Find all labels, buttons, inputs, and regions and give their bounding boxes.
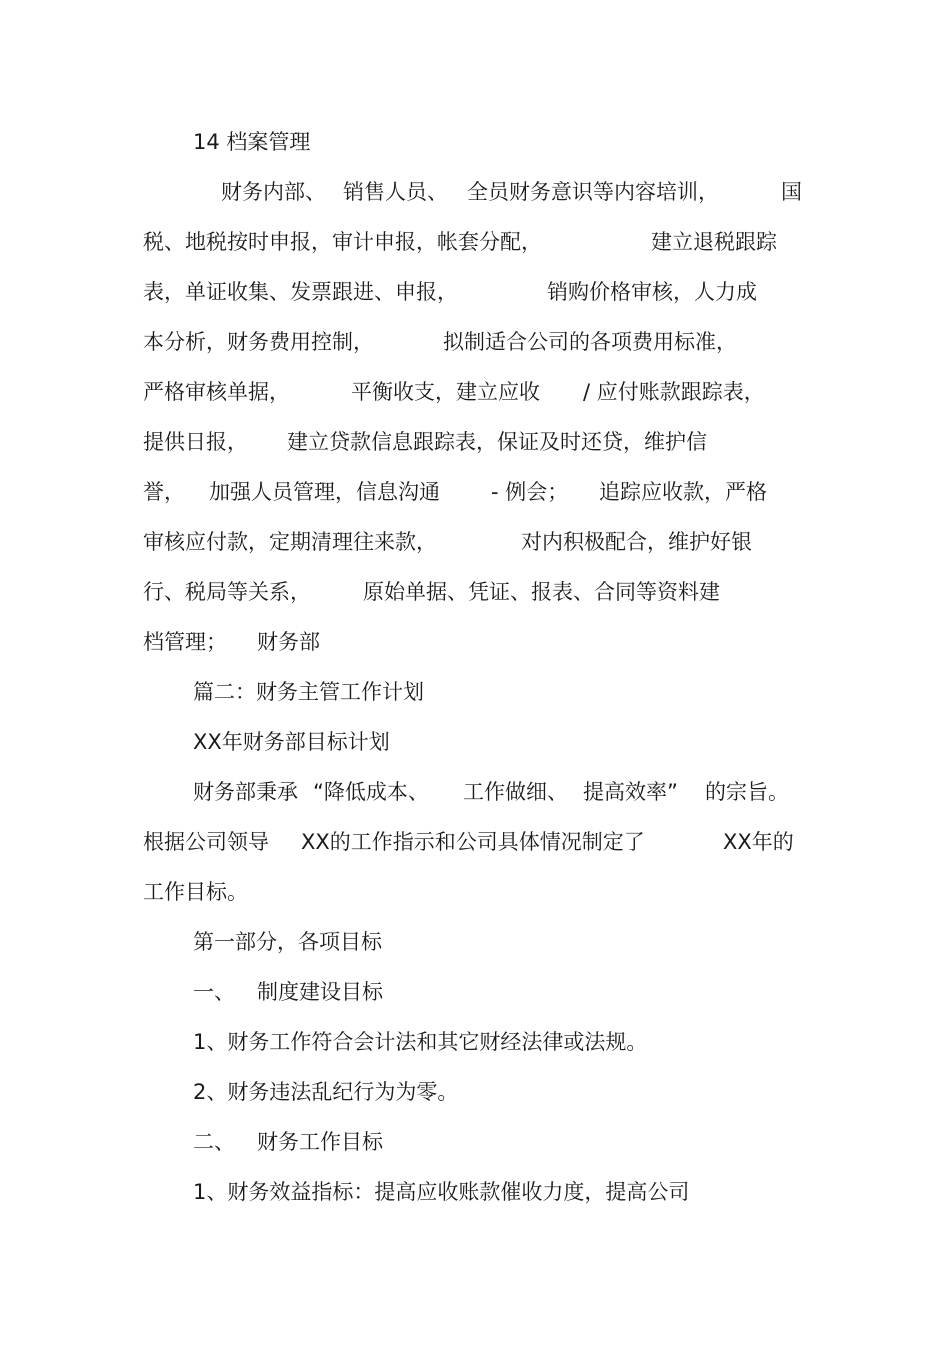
paragraph-1-line-2 bbox=[0, 227, 950, 257]
list-item: 1、财务效益指标：提高应收账款催收力度，提高公司 bbox=[193, 1180, 690, 1204]
text-segment: XX的工作指示和公司具体情况制定了 bbox=[301, 830, 645, 854]
text-segment: / 应付账款跟踪表， bbox=[583, 380, 765, 404]
text-segment: 档管理； bbox=[143, 630, 227, 654]
text-segment: 审核应付款，定期清理往来款， bbox=[143, 530, 437, 554]
list-item: 1、财务工作符合会计法和其它财经法律或法规。 bbox=[193, 1030, 648, 1054]
text-segment: 平衡收支，建立应收 bbox=[351, 380, 540, 404]
heading: 14 档案管理 bbox=[193, 130, 311, 154]
plan-title-line bbox=[0, 727, 950, 757]
heading-line bbox=[0, 127, 950, 157]
text-segment: 国 bbox=[781, 180, 802, 204]
text-segment: 誉， bbox=[143, 480, 185, 504]
text-segment: 提高效率” bbox=[583, 780, 678, 804]
text-segment: 原始单据、凭证、报表、合同等资料建 bbox=[363, 580, 720, 604]
text-segment: 提供日报， bbox=[143, 430, 248, 454]
part-title-line bbox=[0, 927, 950, 957]
paragraph-2-line-2 bbox=[0, 827, 950, 857]
section-title-line bbox=[0, 677, 950, 707]
paragraph-1-line-3 bbox=[0, 277, 950, 307]
text-segment: 对内积极配合，维护好银 bbox=[521, 530, 752, 554]
text-segment: 销购价格审核，人力成 bbox=[547, 280, 757, 304]
paragraph-1-line-8 bbox=[0, 527, 950, 557]
text-segment: 行、税局等关系， bbox=[143, 580, 311, 604]
text-segment: 销售人员、 bbox=[343, 180, 448, 204]
text-segment: “降低成本、 bbox=[313, 780, 429, 804]
text-segment: 工作做细、 bbox=[463, 780, 568, 804]
item-number: 二、 bbox=[193, 1130, 235, 1154]
plan-title: XX年财务部目标计划 bbox=[193, 730, 390, 754]
paragraph-1-line-7 bbox=[0, 477, 950, 507]
text-segment: 财务部秉承 bbox=[193, 780, 298, 804]
text-segment: 财务部 bbox=[257, 630, 320, 654]
text-segment: 的宗旨。 bbox=[705, 780, 789, 804]
paragraph-1-line-5 bbox=[0, 377, 950, 407]
item-2-1-line bbox=[0, 1177, 950, 1207]
item-1-line bbox=[0, 977, 950, 1007]
text-segment: 拟制适合公司的各项费用标准， bbox=[443, 330, 737, 354]
text-segment: 表，单证收集、发票跟进、申报， bbox=[143, 280, 458, 304]
item-1-1-line bbox=[0, 1027, 950, 1057]
paragraph-2-line-3 bbox=[0, 877, 950, 907]
text-segment: 根据公司领导 bbox=[143, 830, 269, 854]
text-segment: 财务内部、 bbox=[221, 180, 326, 204]
paragraph-1-line-1 bbox=[0, 177, 950, 207]
item-title: 财务工作目标 bbox=[257, 1130, 383, 1154]
text-segment: 税、地税按时申报，审计申报，帐套分配， bbox=[143, 230, 542, 254]
text-segment: XX年的 bbox=[723, 830, 794, 854]
text-segment: 建立退税跟踪 bbox=[651, 230, 777, 254]
section-title: 篇二：财务主管工作计划 bbox=[193, 680, 424, 704]
item-1-2-line bbox=[0, 1077, 950, 1107]
list-item: 2、财务违法乱纪行为为零。 bbox=[193, 1080, 459, 1104]
paragraph-2-line-1 bbox=[0, 777, 950, 807]
paragraph-1-line-4 bbox=[0, 327, 950, 357]
part-title: 第一部分，各项目标 bbox=[193, 930, 382, 954]
text-segment: 追踪应收款，严格 bbox=[599, 480, 767, 504]
item-number: 一、 bbox=[193, 980, 235, 1004]
text-segment: 严格审核单据， bbox=[143, 380, 290, 404]
item-title: 制度建设目标 bbox=[257, 980, 383, 1004]
text-segment: 工作目标。 bbox=[143, 880, 248, 904]
text-segment: 加强人员管理，信息沟通 bbox=[209, 480, 440, 504]
text-segment: 全员财务意识等内容培训， bbox=[467, 180, 719, 204]
text-segment: 本分析，财务费用控制， bbox=[143, 330, 374, 354]
paragraph-1-line-9 bbox=[0, 577, 950, 607]
paragraph-1-line-6 bbox=[0, 427, 950, 457]
text-segment: 建立贷款信息跟踪表，保证及时还贷，维护信 bbox=[287, 430, 707, 454]
item-2-line bbox=[0, 1127, 950, 1157]
text-segment: - 例会； bbox=[491, 480, 569, 504]
paragraph-1-line-10 bbox=[0, 627, 950, 657]
